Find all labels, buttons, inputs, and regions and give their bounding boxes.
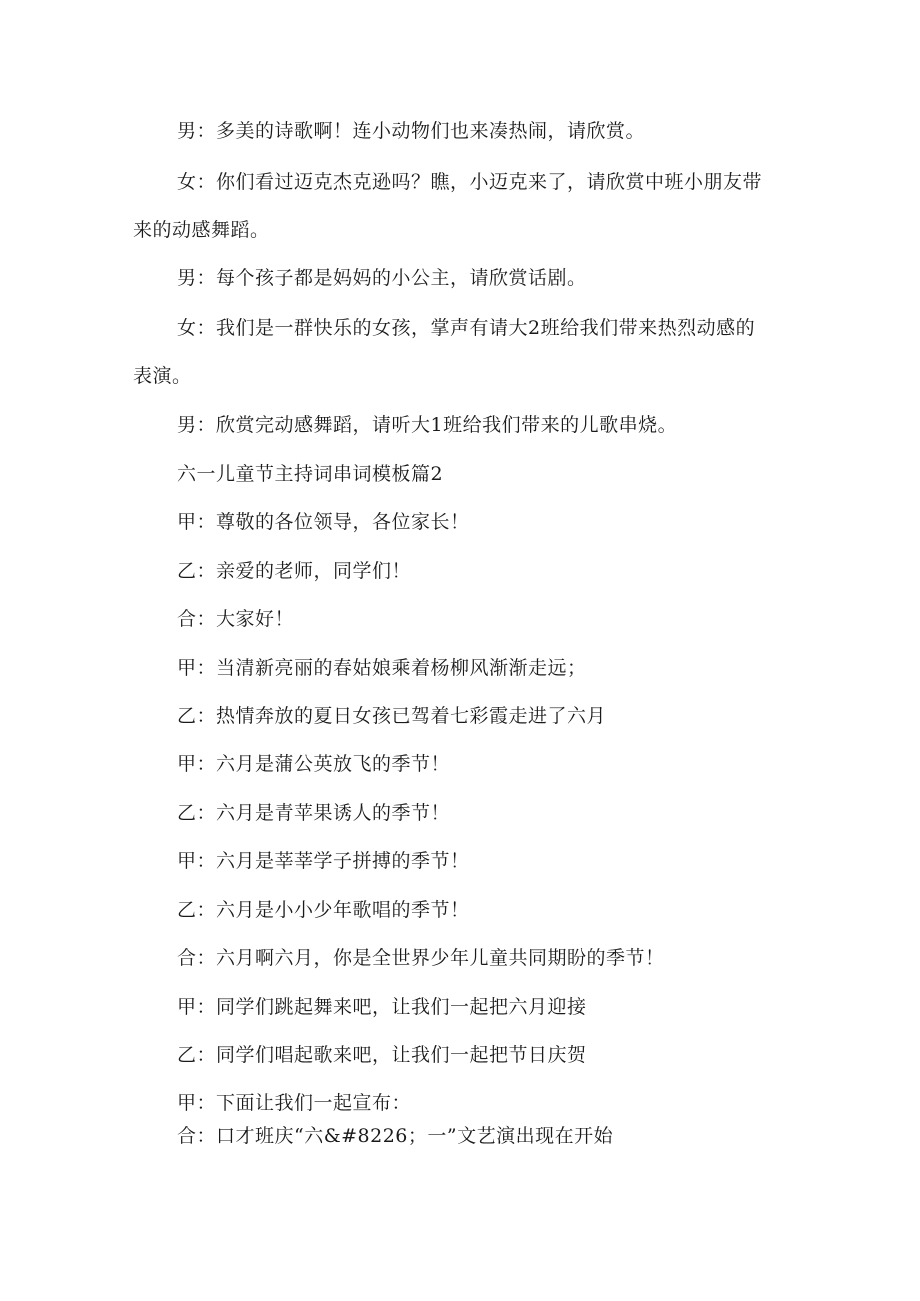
- paragraph-line: 甲：下面让我们一起宣布：: [177, 1092, 412, 1114]
- paragraph-line: 男：多美的诗歌啊！连小动物们也来凑热闹，请欣赏。: [177, 120, 646, 142]
- paragraph-line: 女：我们是一群快乐的女孩，掌声有请大2班给我们带来热烈动感的: [177, 317, 756, 339]
- paragraph-line: 来的动感舞蹈。: [133, 219, 270, 241]
- paragraph-line: 甲：六月是蒲公英放飞的季节！: [177, 753, 451, 775]
- paragraph-line: 合：六月啊六月，你是全世界少年儿童共同期盼的季节！: [177, 947, 665, 969]
- paragraph-line: 表演。: [133, 365, 192, 387]
- paragraph-line: 乙：同学们唱起歌来吧，让我们一起把节日庆贺: [177, 1044, 587, 1066]
- paragraph-line: 女：你们看过迈克杰克逊吗？瞧，小迈克来了，请欣赏中班小朋友带: [177, 171, 763, 193]
- paragraph-line: 合：大家好！: [177, 608, 295, 630]
- section-heading: 六一儿童节主持词串词模板篇2: [177, 463, 444, 485]
- paragraph-line: 乙：六月是青苹果诱人的季节！: [177, 802, 451, 824]
- paragraph-line: 甲：六月是莘莘学子拼搏的季节！: [177, 850, 470, 872]
- paragraph-line: 甲：同学们跳起舞来吧，让我们一起把六月迎接: [177, 996, 587, 1018]
- paragraph-line: 男：欣赏完动感舞蹈，请听大1班给我们带来的儿歌串烧。: [177, 414, 678, 436]
- paragraph-line: 乙：热情奔放的夏日女孩已驾着七彩霞走进了六月: [177, 705, 607, 727]
- paragraph-line: 乙：亲爱的老师，同学们！: [177, 560, 412, 582]
- paragraph-line: 甲：当清新亮丽的春姑娘乘着杨柳风渐渐走远；: [177, 657, 587, 679]
- paragraph-line: 合：口才班庆“六&#8226；一”文艺演出现在开始: [177, 1125, 614, 1147]
- paragraph-line: 男：每个孩子都是妈妈的小公主，请欣赏话剧。: [177, 267, 587, 289]
- paragraph-line: 乙：六月是小小少年歌唱的季节！: [177, 899, 470, 921]
- paragraph-line: 甲：尊敬的各位领导，各位家长！: [177, 511, 470, 533]
